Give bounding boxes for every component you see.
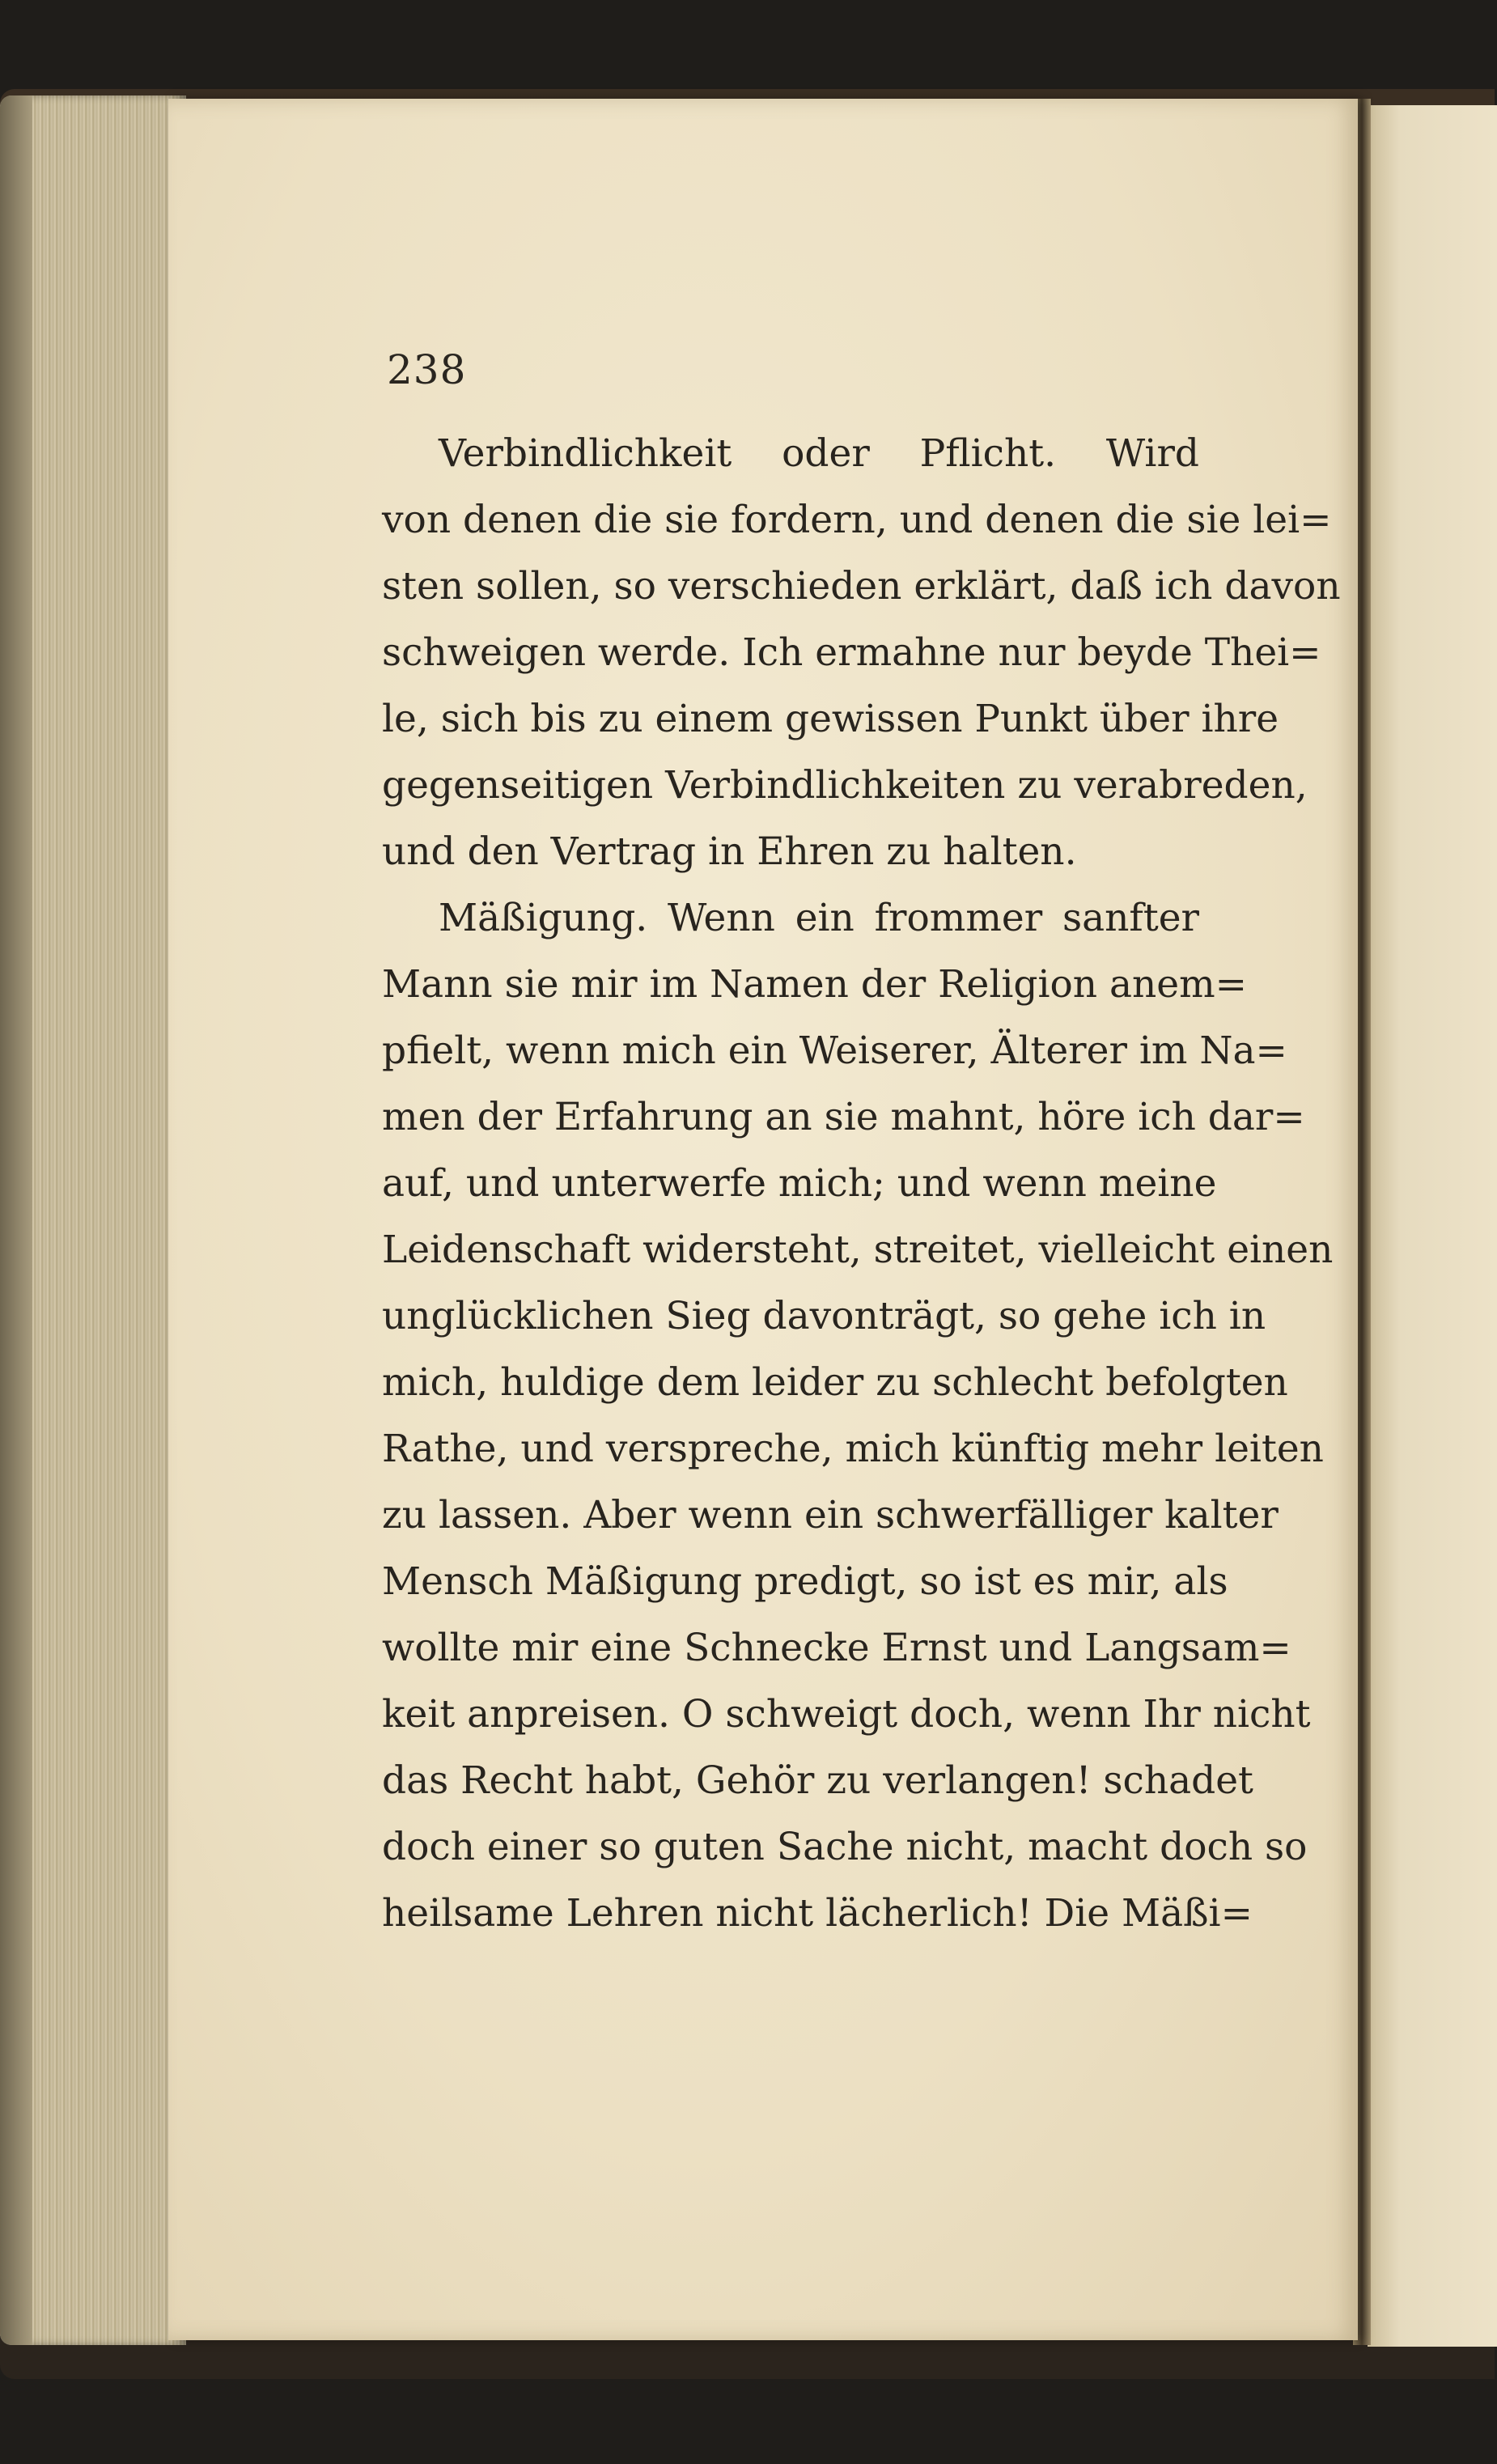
text-line: men der Erfahrung an sie mahnt, höre ich dar=	[382, 1095, 1305, 1139]
text-line: Mann sie mir im Namen der Religion anem=	[382, 962, 1248, 1007]
text-line: heilsame Lehren nicht lächerlich! Die Mäßi=	[382, 1891, 1253, 1936]
text-line: von denen die sie fordern, und denen die sie lei=	[382, 498, 1332, 542]
text-line: mich, huldige dem leider zu schlecht befolgten	[382, 1360, 1288, 1405]
text-line: wollte mir eine Schnecke Ernst und Langsam=	[382, 1626, 1291, 1670]
facing-page	[1368, 105, 1497, 2347]
text-line: zu lassen. Aber wenn ein schwerfälliger kalter	[382, 1493, 1279, 1537]
text-line: pfielt, wenn mich ein Weiserer, Älterer im Na=	[382, 1028, 1287, 1073]
text-line: auf, und unterwerfe mich; und wenn meine	[382, 1161, 1217, 1206]
text-line: Mensch Mäßigung predigt, so ist es mir, als	[382, 1559, 1228, 1604]
text-line: und den Vertrag in Ehren zu halten.	[382, 829, 1077, 874]
page-text	[382, 421, 1341, 1947]
text-line: unglücklichen Sieg davonträgt, so gehe ich in	[382, 1294, 1266, 1338]
text-line: Leidenschaft widersteht, streitet, vielleicht einen	[382, 1228, 1334, 1272]
text-line: sten sollen, so verschieden erklärt, daß ich davon	[382, 564, 1341, 609]
text-line: gegenseitigen Verbindlichkeiten zu verabreden,	[382, 763, 1308, 808]
text-line: schweigen werde. Ich ermahne nur beyde Thei=	[382, 630, 1321, 675]
text-line: Verbindlichkeit oder Pflicht. Wird	[439, 431, 1199, 476]
text-line: das Recht habt, Gehör zu verlangen! schadet	[382, 1758, 1253, 1803]
page-edges	[0, 95, 186, 2345]
text-line: Rathe, und verspreche, mich künftig mehr leiten	[382, 1427, 1324, 1471]
page-number: 238	[387, 346, 467, 393]
text-line: le, sich bis zu einem gewissen Punkt über ihre	[382, 697, 1279, 741]
text-line: doch einer so guten Sache nicht, macht doch so	[382, 1825, 1308, 1869]
text-line: Mäßigung. Wenn ein frommer sanfter	[439, 896, 1199, 940]
text-line: keit anpreisen. O schweigt doch, wenn Ihr nicht	[382, 1692, 1311, 1737]
